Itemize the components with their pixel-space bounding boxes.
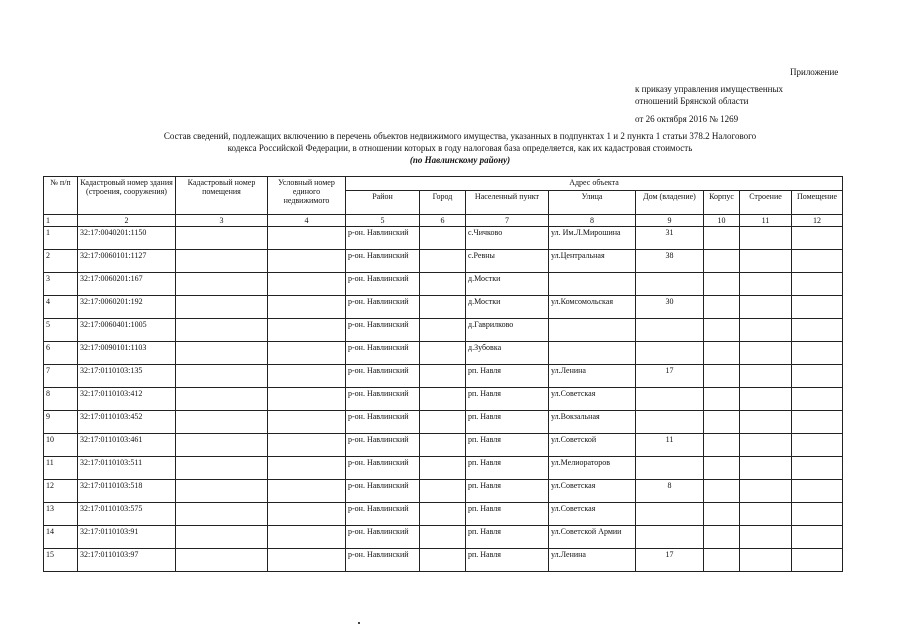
column-number: 7 (466, 215, 549, 227)
pomeshchenie (792, 480, 843, 503)
premises-cadastral-number (176, 388, 268, 411)
premises-cadastral-number (176, 296, 268, 319)
locality: рп. Навля (466, 526, 549, 549)
city (420, 549, 466, 572)
locality: рп. Навля (466, 549, 549, 572)
building-cadastral-number: 32:17:0090101:1103 (78, 342, 176, 365)
stroenie (740, 388, 792, 411)
table-row (44, 434, 843, 457)
order-reference-line1: к приказу управления имущественных (635, 84, 784, 94)
korpus (704, 549, 740, 572)
conditional-number (268, 273, 346, 296)
conditional-number (268, 503, 346, 526)
pomeshchenie (792, 227, 843, 250)
street: ул.Советская (549, 388, 636, 411)
premises-cadastral-number (176, 434, 268, 457)
stroenie (740, 250, 792, 273)
table-row (44, 250, 843, 273)
locality: д.Мостки (466, 273, 549, 296)
column-number: 8 (549, 215, 636, 227)
row-number: 5 (44, 319, 78, 342)
korpus (704, 273, 740, 296)
district: р-он. Навлинский (346, 388, 420, 411)
korpus (704, 434, 740, 457)
title-line1: Состав сведений, подлежащих включению в перечень объектов недвижимого имущества, указанных в подпунктах 1 и 2 пункта 1 статьи 378.2 Налогового (163, 131, 757, 141)
street: ул.Комсомольская (549, 296, 636, 319)
row-number: 13 (44, 503, 78, 526)
appendix-label: Приложение (790, 67, 839, 77)
pomeshchenie (792, 411, 843, 434)
conditional-number (268, 411, 346, 434)
house-number: 30 (636, 296, 704, 319)
korpus (704, 296, 740, 319)
house-number: 38 (636, 250, 704, 273)
city (420, 342, 466, 365)
building-cadastral-number: 32:17:0110103:575 (78, 503, 176, 526)
street: ул.Мелиораторов (549, 457, 636, 480)
house-number (636, 388, 704, 411)
column-number: 9 (636, 215, 704, 227)
premises-cadastral-number (176, 250, 268, 273)
building-cadastral-number: 32:17:0060101:1127 (78, 250, 176, 273)
table-row (44, 319, 843, 342)
row-number: 12 (44, 480, 78, 503)
column-number: 4 (268, 215, 346, 227)
house-number (636, 342, 704, 365)
document-title (60, 130, 860, 166)
city (420, 319, 466, 342)
table-row (44, 480, 843, 503)
korpus (704, 503, 740, 526)
column-number: 11 (740, 215, 792, 227)
pomeshchenie (792, 365, 843, 388)
street: ул.Советской (549, 434, 636, 457)
building-cadastral-number: 32:17:0110103:91 (78, 526, 176, 549)
locality: с.Чичково (466, 227, 549, 250)
locality: рп. Навля (466, 388, 549, 411)
district: р-он. Навлинский (346, 480, 420, 503)
premises-cadastral-number (176, 342, 268, 365)
house-number (636, 411, 704, 434)
row-number: 14 (44, 526, 78, 549)
property-register-table (43, 176, 843, 572)
conditional-number (268, 342, 346, 365)
column-number: 2 (78, 215, 176, 227)
header-premises-cadastral: Кадастровый номер помещения (176, 177, 268, 215)
table-body (44, 227, 843, 572)
city (420, 296, 466, 319)
district: р-он. Навлинский (346, 549, 420, 572)
premises-cadastral-number (176, 411, 268, 434)
row-number: 4 (44, 296, 78, 319)
locality: д.Гаврилково (466, 319, 549, 342)
stroenie (740, 503, 792, 526)
row-number: 7 (44, 365, 78, 388)
korpus (704, 457, 740, 480)
table-row (44, 296, 843, 319)
street: ул. Им.Л.Мирошина (549, 227, 636, 250)
city (420, 227, 466, 250)
building-cadastral-number: 32:17:0110103:511 (78, 457, 176, 480)
row-number: 1 (44, 227, 78, 250)
premises-cadastral-number (176, 273, 268, 296)
street (549, 342, 636, 365)
row-number: 6 (44, 342, 78, 365)
locality: рп. Навля (466, 457, 549, 480)
korpus (704, 388, 740, 411)
pomeshchenie (792, 434, 843, 457)
city (420, 457, 466, 480)
table-row (44, 457, 843, 480)
stroenie (740, 457, 792, 480)
street (549, 319, 636, 342)
building-cadastral-number: 32:17:0040201:1150 (78, 227, 176, 250)
house-number (636, 526, 704, 549)
korpus (704, 526, 740, 549)
column-number: 10 (704, 215, 740, 227)
korpus (704, 411, 740, 434)
premises-cadastral-number (176, 319, 268, 342)
locality: рп. Навля (466, 503, 549, 526)
district: р-он. Навлинский (346, 526, 420, 549)
column-number: 6 (420, 215, 466, 227)
header-house: Дом (владение) (636, 191, 704, 215)
building-cadastral-number: 32:17:0110103:412 (78, 388, 176, 411)
district: р-он. Навлинский (346, 411, 420, 434)
stroenie (740, 526, 792, 549)
house-number (636, 273, 704, 296)
premises-cadastral-number (176, 503, 268, 526)
district: р-он. Навлинский (346, 365, 420, 388)
row-number: 11 (44, 457, 78, 480)
stroenie (740, 365, 792, 388)
conditional-number (268, 227, 346, 250)
house-number (636, 457, 704, 480)
house-number (636, 319, 704, 342)
conditional-number (268, 365, 346, 388)
city (420, 250, 466, 273)
korpus (704, 342, 740, 365)
korpus (704, 250, 740, 273)
title-subtitle: (по Навлинскому району) (409, 155, 511, 165)
table-row (44, 411, 843, 434)
pomeshchenie (792, 273, 843, 296)
header-conditional-number: Условный номер единого недвижимого (268, 177, 346, 215)
stroenie (740, 227, 792, 250)
header-row (44, 177, 843, 191)
city (420, 411, 466, 434)
korpus (704, 480, 740, 503)
building-cadastral-number: 32:17:0110103:518 (78, 480, 176, 503)
locality: рп. Навля (466, 365, 549, 388)
city (420, 273, 466, 296)
header-district: Район (346, 191, 420, 215)
locality: д.Зубовка (466, 342, 549, 365)
stroenie (740, 296, 792, 319)
district: р-он. Навлинский (346, 319, 420, 342)
table-row (44, 503, 843, 526)
pomeshchenie (792, 503, 843, 526)
premises-cadastral-number (176, 227, 268, 250)
district: р-он. Навлинский (346, 273, 420, 296)
stroenie (740, 342, 792, 365)
row-number: 3 (44, 273, 78, 296)
street: ул.Советская (549, 503, 636, 526)
building-cadastral-number: 32:17:0110103:135 (78, 365, 176, 388)
street: ул.Вокзальная (549, 411, 636, 434)
locality: рп. Навля (466, 480, 549, 503)
district: р-он. Навлинский (346, 457, 420, 480)
city (420, 526, 466, 549)
street: ул.Центральная (549, 250, 636, 273)
title-line2: кодекса Российской Федерации, в отношении которых в году налоговая база определяется, как их кадастровая стоимость (227, 143, 693, 153)
pomeshchenie (792, 549, 843, 572)
street: ул.Советская (549, 480, 636, 503)
header-city: Город (420, 191, 466, 215)
row-number: 10 (44, 434, 78, 457)
row-number: 15 (44, 549, 78, 572)
conditional-number (268, 388, 346, 411)
house-number: 17 (636, 365, 704, 388)
header-stroenie: Строение (740, 191, 792, 215)
building-cadastral-number: 32:17:0060401:1005 (78, 319, 176, 342)
header-pomeshchenie: Помещение (792, 191, 843, 215)
column-number: 5 (346, 215, 420, 227)
house-number: 8 (636, 480, 704, 503)
locality: рп. Навля (466, 434, 549, 457)
column-number: 3 (176, 215, 268, 227)
conditional-number (268, 549, 346, 572)
stroenie (740, 549, 792, 572)
conditional-number (268, 434, 346, 457)
header-building-cadastral: Кадастровый номер здания (строения, сооружения) (78, 177, 176, 215)
district: р-он. Навлинский (346, 227, 420, 250)
korpus (704, 227, 740, 250)
column-number: 1 (44, 215, 78, 227)
column-number-row (44, 215, 843, 227)
pomeshchenie (792, 457, 843, 480)
conditional-number (268, 526, 346, 549)
conditional-number (268, 296, 346, 319)
pomeshchenie (792, 296, 843, 319)
premises-cadastral-number (176, 480, 268, 503)
pomeshchenie (792, 388, 843, 411)
building-cadastral-number: 32:17:0060201:192 (78, 296, 176, 319)
locality: д.Мостки (466, 296, 549, 319)
table-row (44, 342, 843, 365)
stroenie (740, 319, 792, 342)
stroenie (740, 434, 792, 457)
premises-cadastral-number (176, 549, 268, 572)
street (549, 273, 636, 296)
scan-speck (358, 622, 360, 624)
table-row (44, 549, 843, 572)
pomeshchenie (792, 526, 843, 549)
korpus (704, 319, 740, 342)
row-number: 2 (44, 250, 78, 273)
building-cadastral-number: 32:17:0060201:167 (78, 273, 176, 296)
building-cadastral-number: 32:17:0110103:97 (78, 549, 176, 572)
premises-cadastral-number (176, 457, 268, 480)
korpus (704, 365, 740, 388)
district: р-он. Навлинский (346, 503, 420, 526)
city (420, 480, 466, 503)
table-row (44, 526, 843, 549)
table-row (44, 365, 843, 388)
district: р-он. Навлинский (346, 250, 420, 273)
stroenie (740, 411, 792, 434)
table-row (44, 227, 843, 250)
city (420, 365, 466, 388)
house-number: 11 (636, 434, 704, 457)
building-cadastral-number: 32:17:0110103:452 (78, 411, 176, 434)
premises-cadastral-number (176, 526, 268, 549)
order-date: от 26 октября 2016 № 1269 (635, 114, 739, 124)
stroenie (740, 273, 792, 296)
district: р-он. Навлинский (346, 434, 420, 457)
city (420, 388, 466, 411)
house-number: 17 (636, 549, 704, 572)
header-street: Улица (549, 191, 636, 215)
pomeshchenie (792, 250, 843, 273)
header-locality: Населенный пункт (466, 191, 549, 215)
table-row (44, 273, 843, 296)
building-cadastral-number: 32:17:0110103:461 (78, 434, 176, 457)
table-row (44, 388, 843, 411)
district: р-он. Навлинский (346, 342, 420, 365)
column-number: 12 (792, 215, 843, 227)
pomeshchenie (792, 319, 843, 342)
pomeshchenie (792, 342, 843, 365)
street: ул.Советской Армии (549, 526, 636, 549)
header-korpus: Корпус (704, 191, 740, 215)
row-number: 8 (44, 388, 78, 411)
stroenie (740, 480, 792, 503)
locality: с.Ревны (466, 250, 549, 273)
conditional-number (268, 319, 346, 342)
conditional-number (268, 480, 346, 503)
house-number (636, 503, 704, 526)
header-num: № п/п (44, 177, 78, 215)
city (420, 503, 466, 526)
district: р-он. Навлинский (346, 296, 420, 319)
conditional-number (268, 250, 346, 273)
order-reference-line2: отношений Брянской области (635, 96, 749, 106)
row-number: 9 (44, 411, 78, 434)
street: ул.Ленина (549, 365, 636, 388)
locality: рп. Навля (466, 411, 549, 434)
conditional-number (268, 457, 346, 480)
house-number: 31 (636, 227, 704, 250)
street: ул.Ленина (549, 549, 636, 572)
premises-cadastral-number (176, 365, 268, 388)
city (420, 434, 466, 457)
header-address: Адрес объекта (346, 177, 843, 191)
